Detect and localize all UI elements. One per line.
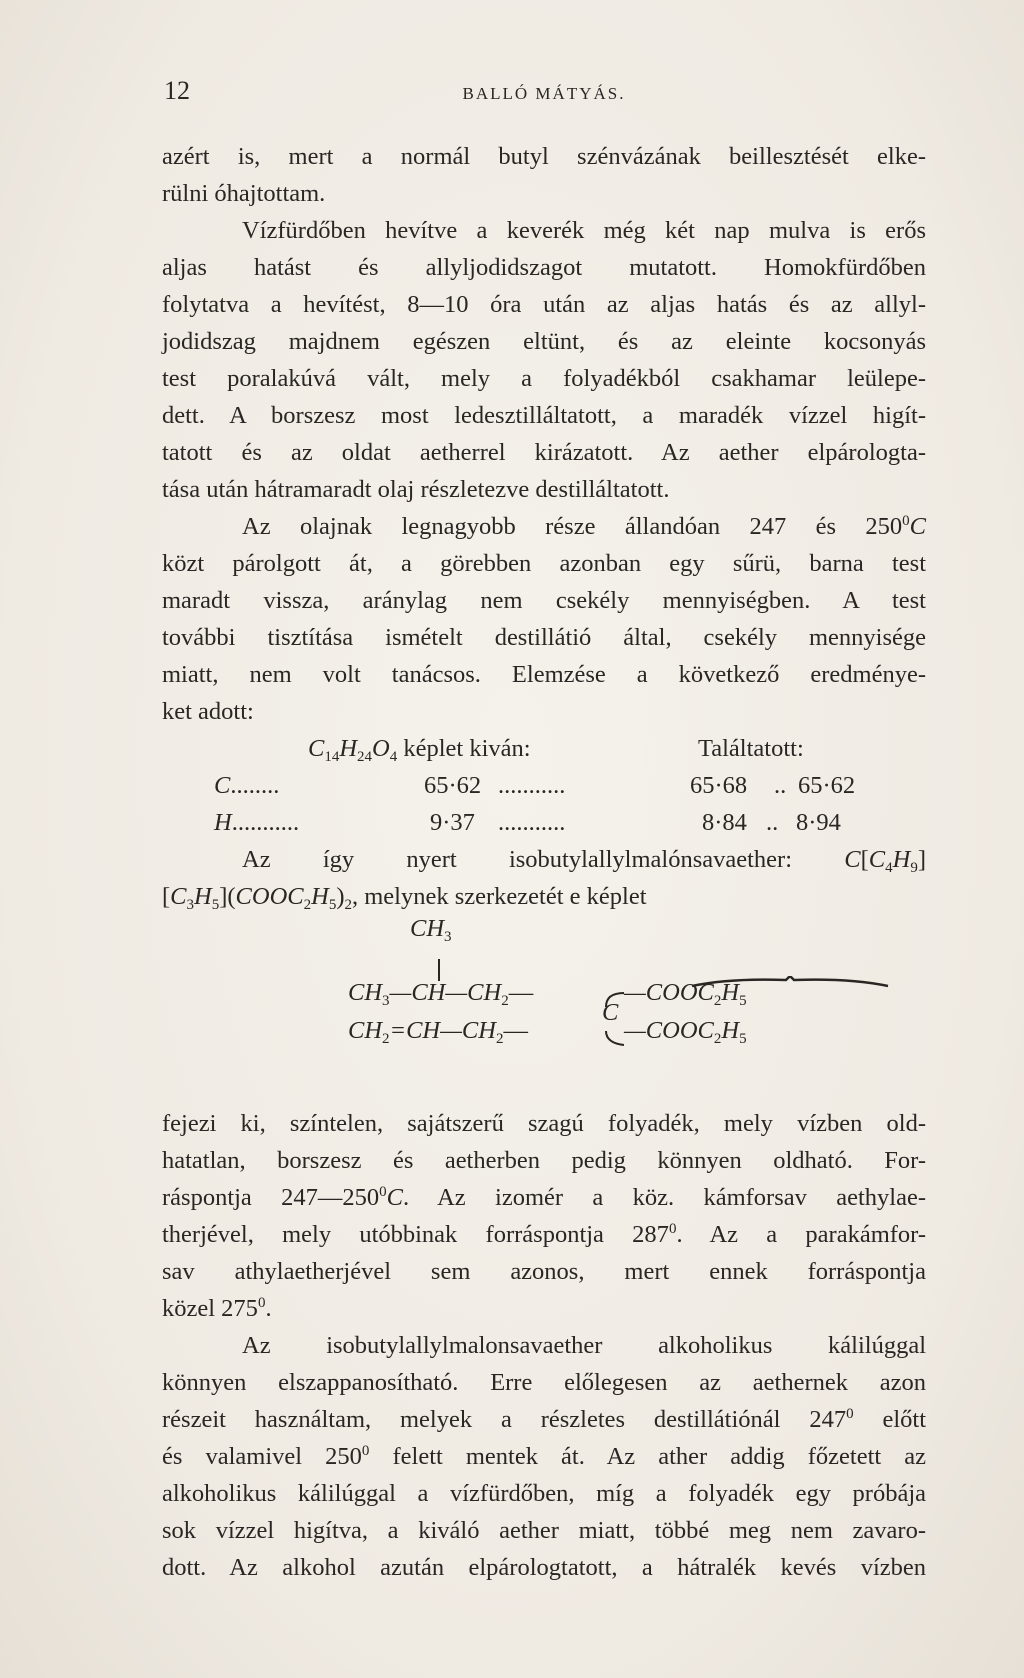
formula-row2-right: $—COOC_2H_5$ xyxy=(624,1017,747,1047)
text-line: Az így nyert isobutylallylmalónsavaether: $C[C_4H_9]$ xyxy=(242,846,926,876)
text-line: $[C_3H_5](COOC_2H_5)_2$, melynek szerkezetét e képlet xyxy=(162,883,647,913)
found-label: Találtatott: xyxy=(698,735,804,762)
text-line: és valamivel $250^0$ felett mentek át. Az ather addig főzetett az xyxy=(162,1443,927,1470)
formula-top: $CH_3$ xyxy=(410,915,452,945)
text-line: dett. A borszesz most ledesztilláltatott, a maradék vízzel higít- xyxy=(162,402,926,429)
text-line: közel $275^0$. xyxy=(162,1295,272,1322)
text-line: további tisztítása ismételt destillátió által, csekély mennyisége xyxy=(162,624,926,651)
structural-formula xyxy=(162,915,926,1105)
text-line: könnyen elszappanosítható. Erre előlegesen az aethernek azon xyxy=(162,1369,926,1396)
text-line: sav athylaetherjével sem azonos, mert ennek forráspontja xyxy=(162,1258,926,1285)
text-line: azért is, mert a normál butyl szénvázának beillesztését elke- xyxy=(162,143,926,170)
page-body xyxy=(162,138,926,1586)
formula-center-c: C xyxy=(602,999,619,1026)
text-line: rülni óhajtottam. xyxy=(162,180,326,207)
text-line: ket adott: xyxy=(162,698,254,725)
text-line: folytatva a hevítést, 8—10 óra után az aljas hatás és az allyl- xyxy=(162,291,926,318)
text-line: közt párolgott át, a görebben azonban egy sűrü, barna test xyxy=(162,550,926,577)
formula-row1: $CH_3—CH—CH_2—$ xyxy=(348,979,534,1009)
analysis-row-h: H........... 9·37 ........... 8·84 .. 8·94 xyxy=(214,809,841,836)
text-line: therjével, mely utóbbinak forráspontja $287^0$. Az a parakámfor- xyxy=(162,1221,926,1248)
formula-row2: $CH_2=CH—CH_2—$ xyxy=(348,1017,528,1047)
text-line: jodidszag majdnem egészen eltünt, és az eleinte kocsonyás xyxy=(162,328,926,355)
text-line: alkoholikus kálilúggal a vízfürdőben, míg a folyadék egy próbája xyxy=(162,1480,926,1507)
page-number: 12 xyxy=(164,76,190,105)
text-line: Vízfürdőben hevítve a keverék még két nap mulva is erős xyxy=(242,217,926,244)
analysis-row-c: C........ 65·62 ........... 65·68 .. 65·62 xyxy=(214,772,856,799)
text-line: részeit használtam, melyek a részletes destillátiónál $247^0$ előtt xyxy=(162,1406,927,1433)
bond-curve xyxy=(598,987,628,1057)
text-line: miatt, nem volt tanácsos. Elemzése a következő eredménye- xyxy=(162,661,926,688)
analysis-header xyxy=(162,730,926,767)
page-header xyxy=(164,76,924,116)
text-line: fejezi ki, színtelen, sajátszerű szagú folyadék, mely vízben old- xyxy=(162,1110,926,1137)
bond-line xyxy=(438,959,440,981)
text-line: Az isobutylallylmalonsavaether alkoholikus kálilúggal xyxy=(242,1332,926,1359)
text-line: dott. Az alkohol azután elpárologtatott, a hátralék kevés vízben xyxy=(162,1554,926,1581)
formula-row1-right: $—COOC_2H_5$ xyxy=(624,979,747,1009)
text-line: hatatlan, borszesz és aetherben pedig könnyen oldható. For- xyxy=(162,1147,926,1174)
text-line: tása után hátramaradt olaj részletezve destilláltatott. xyxy=(162,476,670,503)
text-line: test poralakúvá vált, mely a folyadékból csakhamar leülepe- xyxy=(162,365,926,392)
text-line: Az olajnak legnagyobb része állandóan 247 és $250^0C$ xyxy=(242,513,926,540)
text-line: aljas hatást és allyljodidszagot mutatott. Homokfürdőben xyxy=(162,254,926,281)
running-head: BALLÓ MÁTYÁS. xyxy=(462,84,626,103)
formula-label: $C_{14}H_{24}O_4$ képlet kiván: xyxy=(308,735,531,765)
text-line: maradt vissza, aránylag nem csekély mennyiségben. A test xyxy=(162,587,926,614)
text-line: sok vízzel higítva, a kiváló aether miatt, többé meg nem zavaro- xyxy=(162,1517,926,1544)
text-line: tatott és az oldat aetherrel kirázatott. Az aether elpárologta- xyxy=(162,439,926,466)
text-line: ráspontja $247—250^0C$. Az izomér a köz. kámforsav aethylae- xyxy=(162,1184,926,1211)
